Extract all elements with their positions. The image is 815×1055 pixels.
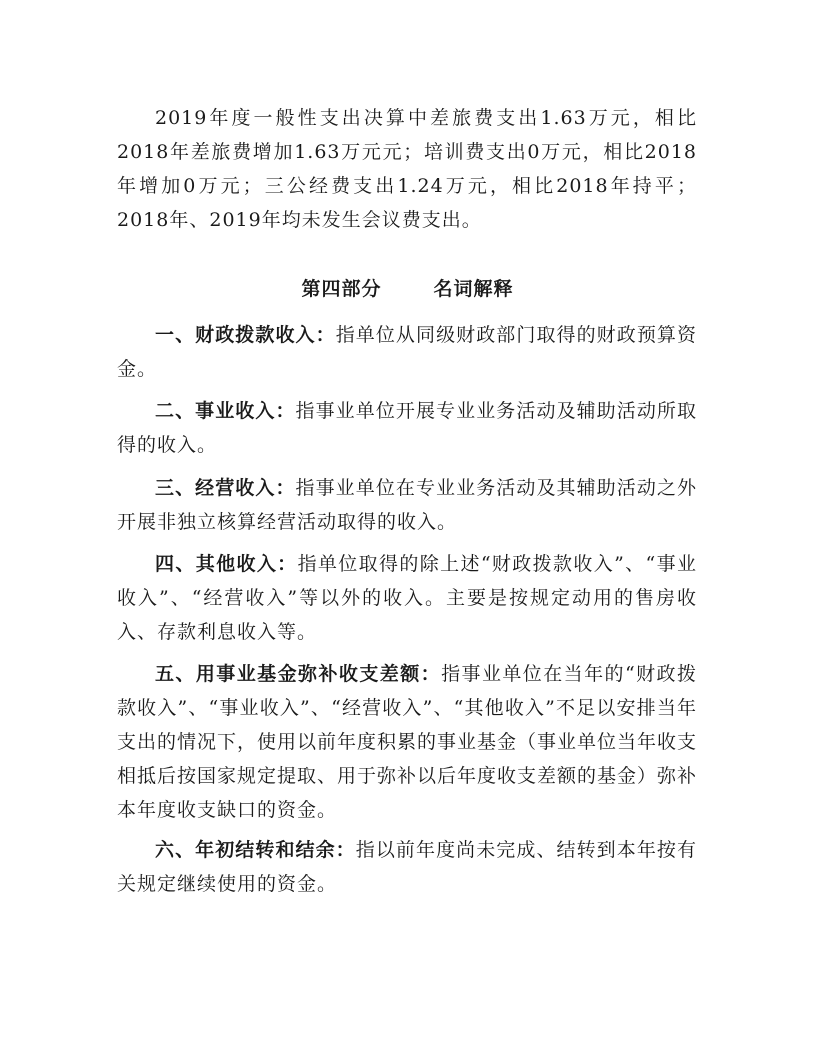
section-heading xyxy=(0,274,815,304)
definition-paragraph xyxy=(117,471,697,539)
section-part-label: 第四部分 xyxy=(301,278,382,300)
definition-text: 指单位取得的除上述“财政拨款收入”、“事业收入”、“经营收入”等以外的收入。主要是按规定动用的售房收入、存款利息收入等。 xyxy=(117,553,697,643)
definition-term: 一、财政拨款收入： xyxy=(155,324,336,346)
definition-paragraph xyxy=(117,657,697,827)
definition-text: 指事业单位开展专业业务活动及辅助活动所取得的收入。 xyxy=(117,400,697,456)
definition-text: 指事业单位在当年的“财政拨款收入”、“事业收入”、“经营收入”、“其他收入”不足以安排当年支出的情况下，使用以前年度积累的事业基金（事业单位当年收支相抵后按国家规定提取、用于弥补以后年度收支差额的基金）弥补本年度收支缺口的资金。 xyxy=(117,663,698,821)
definition-paragraph xyxy=(117,394,697,462)
definition-term: 三、经营收入： xyxy=(155,477,296,499)
definition-term: 六、年初结转和结余： xyxy=(155,839,356,861)
section-title-label: 名词解释 xyxy=(433,278,514,300)
definition-paragraph xyxy=(117,318,697,386)
definition-term: 五、用事业基金弥补收支差额： xyxy=(155,663,442,685)
definition-text: 指事业单位在专业业务活动及其辅助活动之外开展非独立核算经营活动取得的收入。 xyxy=(117,477,697,533)
definition-term: 二、事业收入： xyxy=(155,400,296,422)
definition-paragraph xyxy=(117,547,697,649)
definition-paragraph xyxy=(117,833,697,901)
intro-paragraph xyxy=(117,101,697,237)
definition-text: 指单位从同级财政部门取得的财政预算资金。 xyxy=(117,324,697,380)
intro-text: 2019年度一般性支出决算中差旅费支出1.63万元，相比2018年差旅费增加1.63万元元；培训费支出0万元，相比2018年增加0万元；三公经费支出1.24万元，相比2018年持平；2018年、2019年均未发生会议费支出。 xyxy=(117,107,697,231)
definition-term: 四、其他收入： xyxy=(155,553,298,575)
definition-text: 指以前年度尚未完成、结转到本年按有关规定继续使用的资金。 xyxy=(117,839,697,895)
